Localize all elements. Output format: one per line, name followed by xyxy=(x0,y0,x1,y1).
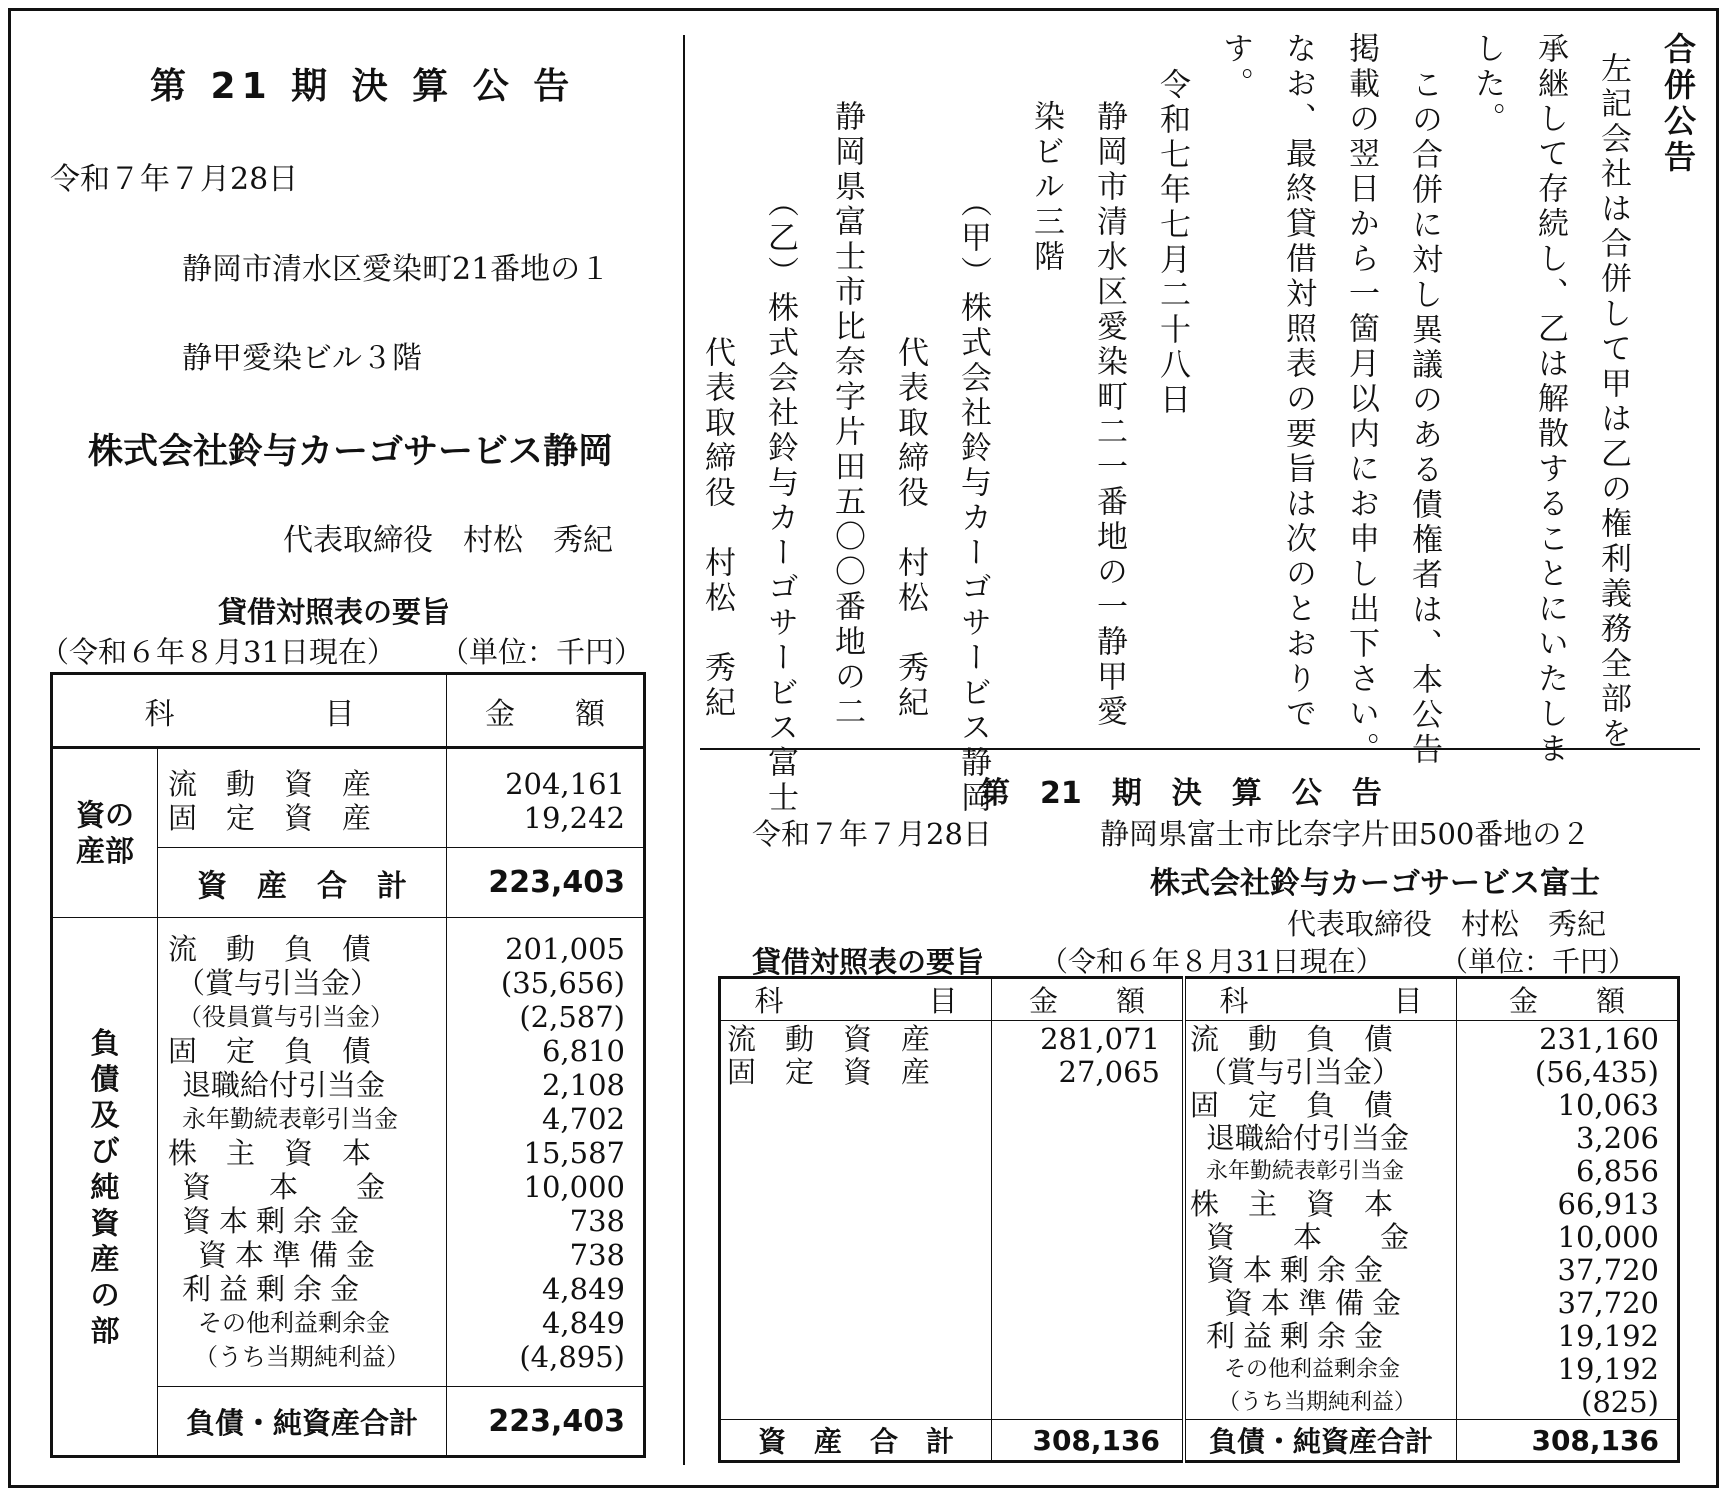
liab-value: 2,108 xyxy=(541,1068,625,1102)
left-liab-total-label: 負債・純資産合計 xyxy=(158,1387,447,1457)
merger-body-col: なお、最終貸借対照表の要旨は次のとおりで xyxy=(1280,32,1316,732)
left-title: 第 21 期 決 算 公 告 xyxy=(150,66,576,107)
liab-value: 19,192 xyxy=(1557,1352,1659,1386)
left-liab-values xyxy=(447,918,645,1387)
right-liab-labels xyxy=(1184,1021,1457,1420)
liab-value: (2,587) xyxy=(519,1000,625,1034)
merger-body-col: 掲載の翌日から一箇月以内にお申し出下さい。 xyxy=(1343,32,1379,767)
liab-label: 株 主 資 本 xyxy=(1190,1187,1394,1221)
liab-value: 15,587 xyxy=(523,1136,625,1170)
right-liab-values xyxy=(1457,1021,1679,1420)
left-assets-total-label: 資 産 合 計 xyxy=(158,848,447,918)
left-assets-total-value: 223,403 xyxy=(447,848,645,918)
merger-body-col: 承継して存続し、乙は解散することにいたしま xyxy=(1532,32,1568,767)
liab-label: その他利益剰余金 xyxy=(1224,1357,1401,1382)
liab-value: (4,895) xyxy=(519,1340,625,1374)
asset-value: 204,161 xyxy=(505,767,625,801)
left-company: 株式会社鈴与カーゴサービス静岡 xyxy=(88,432,614,472)
liab-label: 流 動 負 債 xyxy=(1190,1022,1394,1056)
left-address2: 静甲愛染ビル３階 xyxy=(182,341,422,376)
left-address1: 静岡市清水区愛染町21番地の１ xyxy=(182,252,611,287)
right-balance-sheet xyxy=(718,976,1680,1463)
liab-label: 固 定 負 債 xyxy=(168,1034,372,1068)
liab-value: (35,656) xyxy=(500,966,625,1000)
liab-label: 株 主 資 本 xyxy=(168,1136,372,1170)
liab-section-label: 負債及び純資産の部 xyxy=(90,1025,120,1348)
right-company: 株式会社鈴与カーゴサービス富士 xyxy=(1150,866,1600,901)
liab-label: 固 定 負 債 xyxy=(1190,1088,1394,1122)
left-representative: 代表取締役 村松 秀紀 xyxy=(283,523,613,558)
liab-value: 4,849 xyxy=(541,1272,625,1306)
liab-value: 6,856 xyxy=(1575,1154,1659,1188)
liab-value: 4,702 xyxy=(541,1102,625,1136)
merger-body-col: この合併に対し異議のある債権者は、本公告 xyxy=(1406,68,1442,768)
liab-value: 10,000 xyxy=(1557,1220,1659,1254)
right-date: 令和７年７月28日 xyxy=(752,817,992,851)
left-liab-labels xyxy=(158,918,447,1387)
liab-label: （賞与引当金） xyxy=(1198,1055,1402,1089)
center-divider xyxy=(683,35,685,1465)
liab-label: 永年勤続表彰引当金 xyxy=(1206,1159,1405,1184)
liab-value: 738 xyxy=(569,1238,625,1272)
asset-label: 固 定 資 産 xyxy=(168,801,372,835)
liab-value: 10,063 xyxy=(1557,1088,1659,1122)
asset-value: 19,242 xyxy=(523,801,625,835)
merger-title: 合併公告 xyxy=(1659,32,1697,176)
liab-value: 6,810 xyxy=(541,1034,625,1068)
liab-value: 66,913 xyxy=(1557,1187,1659,1221)
left-balance-sheet xyxy=(50,672,646,1458)
merger-address3: 静岡県富士市比奈字片田五〇〇番地の二 xyxy=(829,100,865,730)
liab-label: （うち当期純利益） xyxy=(194,1343,410,1371)
liab-value: (56,435) xyxy=(1534,1055,1659,1089)
left-assets-section xyxy=(52,748,158,918)
merger-party-a: （甲）株式会社鈴与カーゴサービス静岡 xyxy=(955,186,991,816)
left-liab-section xyxy=(52,918,158,1457)
merger-body-col: す。 xyxy=(1217,32,1253,102)
right-header-item-assets: 科 目 xyxy=(720,978,992,1021)
right-header-amount-assets: 金 額 xyxy=(992,978,1185,1021)
liab-value: 231,160 xyxy=(1539,1022,1659,1056)
left-bs-unit: （単位：千円） xyxy=(440,635,644,669)
right-bs-unit: （単位：千円） xyxy=(1440,945,1637,978)
asset-value: 27,065 xyxy=(1058,1055,1160,1089)
merger-party-b: （乙）株式会社鈴与カーゴサービス富士 xyxy=(762,186,798,816)
assets-section-label: 資の産部 xyxy=(75,798,134,868)
right-liab-total-value: 308,136 xyxy=(1457,1420,1679,1462)
liab-label: 資本準備金 xyxy=(198,1238,384,1272)
liab-label: 利益剰余金 xyxy=(1206,1319,1392,1353)
right-assets-values xyxy=(992,1021,1185,1420)
merger-party-a-rep: 代表取締役 村松 秀紀 xyxy=(892,336,928,721)
left-header-item: 科 目 xyxy=(52,674,447,748)
merger-address1: 静岡市清水区愛染町二一番地の一静甲愛 xyxy=(1091,100,1127,730)
liab-label: （うち当期純利益） xyxy=(1218,1390,1417,1415)
liab-value: 19,192 xyxy=(1557,1319,1659,1353)
liab-value: 201,005 xyxy=(505,932,625,966)
right-title: 第 21 期 決 算 公 告 xyxy=(980,776,1382,811)
merger-date: 令和七年七月二十八日 xyxy=(1154,68,1190,418)
liab-value: (825) xyxy=(1581,1385,1659,1419)
left-header-amount: 金 額 xyxy=(447,674,645,748)
asset-label: 流 動 資 産 xyxy=(168,767,372,801)
liab-label: 永年勤続表彰引当金 xyxy=(182,1105,398,1133)
asset-label: 固 定 資 産 xyxy=(727,1055,931,1089)
right-assets-total-label: 資 産 合 計 xyxy=(720,1420,992,1462)
liab-label: 退職給付引当金 xyxy=(1206,1121,1410,1155)
merger-address2: 染ビル三階 xyxy=(1028,100,1064,275)
liab-label: 資本剰余金 xyxy=(182,1204,368,1238)
liab-value: 37,720 xyxy=(1557,1253,1659,1287)
asset-value: 281,071 xyxy=(1040,1022,1160,1056)
right-bs-date: （令和６年８月31日現在） xyxy=(1040,945,1384,978)
asset-label: 流 動 資 産 xyxy=(727,1022,931,1056)
liab-value: 3,206 xyxy=(1575,1121,1659,1155)
liab-label: 資 本 金 xyxy=(1206,1220,1410,1254)
left-date: 令和７年７月28日 xyxy=(50,162,299,197)
right-header-amount-liab: 金 額 xyxy=(1457,978,1679,1021)
right-representative: 代表取締役 村松 秀紀 xyxy=(1287,907,1607,941)
right-assets-total-value: 308,136 xyxy=(992,1420,1185,1462)
liab-value: 10,000 xyxy=(523,1170,625,1204)
liab-label: 利益剰余金 xyxy=(182,1272,368,1306)
merger-body-col: した。 xyxy=(1469,32,1505,137)
liab-value: 37,720 xyxy=(1557,1286,1659,1320)
left-bs-date: （令和６年８月31日現在） xyxy=(40,635,396,669)
liab-value: 4,849 xyxy=(541,1306,625,1340)
liab-label: （役員賞与引当金） xyxy=(178,1003,394,1031)
left-liab-total-value: 223,403 xyxy=(447,1387,645,1457)
liab-label: 資 本 金 xyxy=(182,1170,386,1204)
right-bs-title: 貸借対照表の要旨 xyxy=(752,945,985,979)
merger-party-b-rep: 代表取締役 村松 秀紀 xyxy=(699,336,735,721)
liab-label: （賞与引当金） xyxy=(176,966,380,1000)
liab-label: 退職給付引当金 xyxy=(182,1068,386,1102)
left-assets-values xyxy=(447,748,645,848)
liab-value: 738 xyxy=(569,1204,625,1238)
left-bs-title: 貸借対照表の要旨 xyxy=(218,595,451,629)
liab-label: 資本剰余金 xyxy=(1206,1253,1392,1287)
right-assets-labels xyxy=(720,1021,992,1420)
liab-label: 流 動 負 債 xyxy=(168,932,372,966)
merger-body-col: 左記会社は合併して甲は乙の権利義務全部を xyxy=(1595,52,1631,752)
liab-label: その他利益剰余金 xyxy=(198,1309,390,1337)
right-liab-total-label: 負債・純資産合計 xyxy=(1184,1420,1457,1462)
right-header-item-liab: 科 目 xyxy=(1184,978,1457,1021)
right-address: 静岡県富士市比奈字片田500番地の２ xyxy=(1100,817,1591,851)
left-assets-labels xyxy=(158,748,447,848)
liab-label: 資本準備金 xyxy=(1224,1286,1410,1320)
